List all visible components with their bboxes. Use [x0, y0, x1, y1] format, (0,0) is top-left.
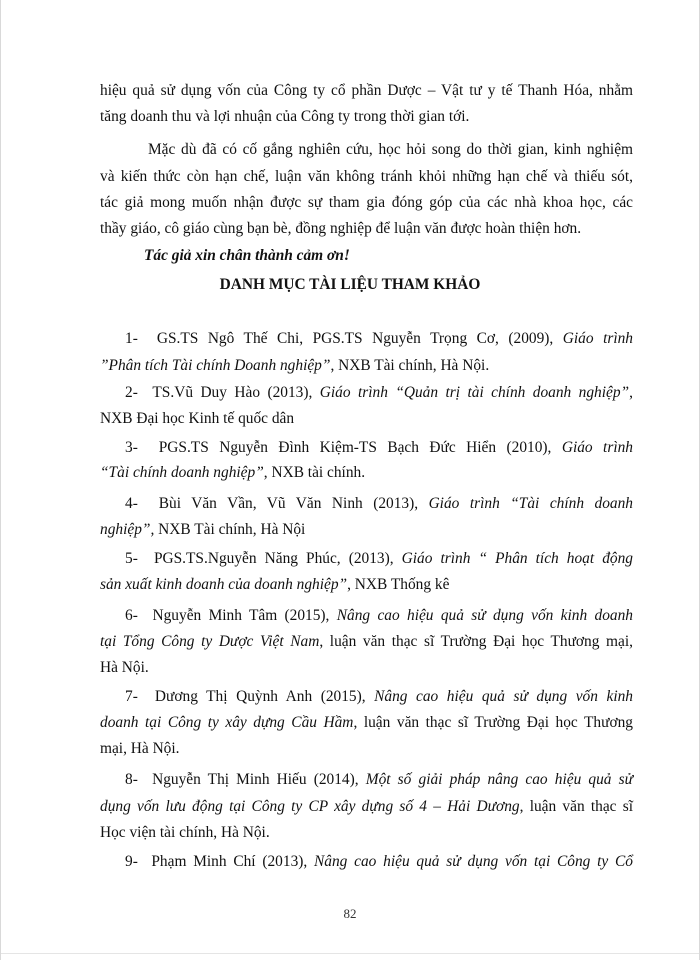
text-span: và kiến thức còn hạn chế, luận văn không tránh khỏi những hạn chế và thiếu sót,	[100, 168, 633, 185]
paragraph-line	[100, 219, 699, 239]
text-span: mại, Hà Nội.	[100, 740, 180, 757]
reference-line	[125, 770, 633, 790]
paragraph-line	[100, 81, 633, 101]
section-title	[1, 275, 699, 295]
text-span: dụng vốn lưu động tại Công ty CP xây dựng số 4 – Hải Dương	[100, 798, 520, 815]
reference-line	[100, 409, 699, 429]
text-span: hiệu quả sử dụng vốn của Công ty cổ phần Dược – Vật tư y tế Thanh Hóa, nhằm	[100, 82, 633, 99]
text-span: Học viện tài chính, Hà Nội.	[100, 824, 270, 841]
text-span: , NXB tài chính.	[263, 464, 366, 481]
reference-line	[125, 687, 633, 707]
page-bottom-divider	[1, 953, 699, 954]
reference-line	[100, 823, 699, 843]
reference-line	[125, 329, 633, 349]
text-span: tăng doanh thu và lợi nhuận của Công ty trong thời gian tới.	[100, 108, 470, 125]
text-span: Mặc dù đã có cố gắng nghiên cứu, học hỏi song do thời gian, kinh nghiệm	[148, 141, 633, 158]
paragraph-line	[100, 107, 699, 127]
text-span: , luận văn thạc sĩ	[519, 798, 634, 815]
thanks-line	[144, 246, 699, 266]
text-span: NXB Tài chính, Hà Nội	[154, 521, 306, 538]
text-span: Tác giả xin chân thành cảm ơn!	[144, 247, 350, 264]
text-span: 4- Bùi Văn Vần, Vũ Văn Ninh (2013),	[125, 495, 429, 512]
text-span: Giáo trình	[561, 439, 633, 456]
text-span: sản xuất kinh doanh của doanh nghiệp”	[100, 576, 348, 593]
text-span: 9- Phạm Minh Chí (2013),	[125, 853, 315, 870]
text-span: Giáo trình	[562, 330, 633, 347]
text-span: , luận văn thạc sĩ Trường Đại học Thương mại,	[319, 633, 633, 650]
text-span: , NXB Tài chính, Hà Nội.	[330, 357, 490, 374]
text-span: 6- Nguyễn Minh Tâm (2015),	[125, 607, 337, 624]
text-span: doanh tại Công ty xây dựng Cầu Hầm	[100, 714, 354, 731]
text-span: 5- PGS.TS.Nguyễn Năng Phúc, (2013),	[125, 550, 402, 567]
text-span: 2- TS.Vũ Duy Hào (2013),	[125, 384, 320, 401]
reference-line	[100, 713, 633, 733]
reference-line	[100, 575, 699, 595]
text-span: Giáo trình “ Phân tích hoạt động	[401, 550, 633, 567]
text-span: , luận văn thạc sĩ Trường Đại học Thương	[353, 714, 633, 731]
text-span: , NXB Thống kê	[347, 576, 450, 593]
text-span: Hà Nội.	[100, 659, 149, 676]
reference-line	[100, 356, 699, 376]
paragraph-line	[100, 167, 633, 187]
text-span: tác giả mong muốn nhận được sự tham gia đóng góp của các nhà khoa học, các	[100, 194, 633, 211]
text-span: Nâng cao hiệu quả sử dụng vốn tại Công ty Cổ	[314, 853, 633, 870]
text-span: Giáo trình “Tài chính doanh	[428, 495, 633, 512]
reference-line	[100, 739, 699, 759]
reference-line	[125, 852, 633, 872]
text-span: 1- GS.TS Ngô Thế Chi, PGS.TS Nguyễn Trọng Cơ, (2009),	[125, 330, 563, 347]
text-span: nghiệp”,	[100, 521, 155, 538]
reference-line	[125, 494, 633, 514]
text-span: ”Phân tích Tài chính Doanh nghiệp”	[100, 357, 331, 374]
paragraph-line	[100, 193, 633, 213]
reference-line	[125, 606, 633, 626]
reference-line	[125, 549, 633, 569]
text-span: Nâng cao hiệu quả sử dụng vốn kinh doanh	[336, 607, 633, 624]
text-span: NXB Đại học Kinh tế quốc dân	[100, 410, 295, 427]
reference-line	[125, 438, 633, 458]
paragraph-line	[148, 140, 633, 160]
reference-line	[100, 797, 633, 817]
reference-line	[125, 383, 633, 403]
text-span: 7- Dương Thị Quỳnh Anh (2015),	[125, 688, 375, 705]
text-span: “Tài chính doanh nghiệp”	[100, 464, 264, 481]
text-span: DANH MỤC TÀI LIỆU THAM KHẢO	[219, 276, 481, 293]
reference-line	[100, 520, 699, 540]
text-span: tại Tổng Công ty Dược Việt Nam	[100, 633, 320, 650]
text-span: Giáo trình “Quản trị tài chính doanh nghiệp”	[319, 384, 630, 401]
text-span: Nâng cao hiệu quả sử dụng vốn kinh	[374, 688, 633, 705]
page-number: 82	[343, 906, 357, 921]
text-span: 3- PGS.TS Nguyễn Đình Kiệm-TS Bạch Đức Hiển (2010),	[125, 439, 562, 456]
text-span: ,	[629, 384, 633, 401]
text-span: Một số giải pháp nâng cao hiệu quả sử	[365, 771, 634, 788]
text-span: thầy giáo, cô giáo cùng bạn bè, đồng nghiệp để luận văn được hoàn thiện hơn.	[100, 220, 582, 237]
text-span: 8- Nguyễn Thị Minh Hiếu (2014),	[125, 771, 366, 788]
reference-line	[100, 463, 699, 483]
reference-line	[100, 632, 633, 652]
reference-line	[100, 658, 699, 678]
